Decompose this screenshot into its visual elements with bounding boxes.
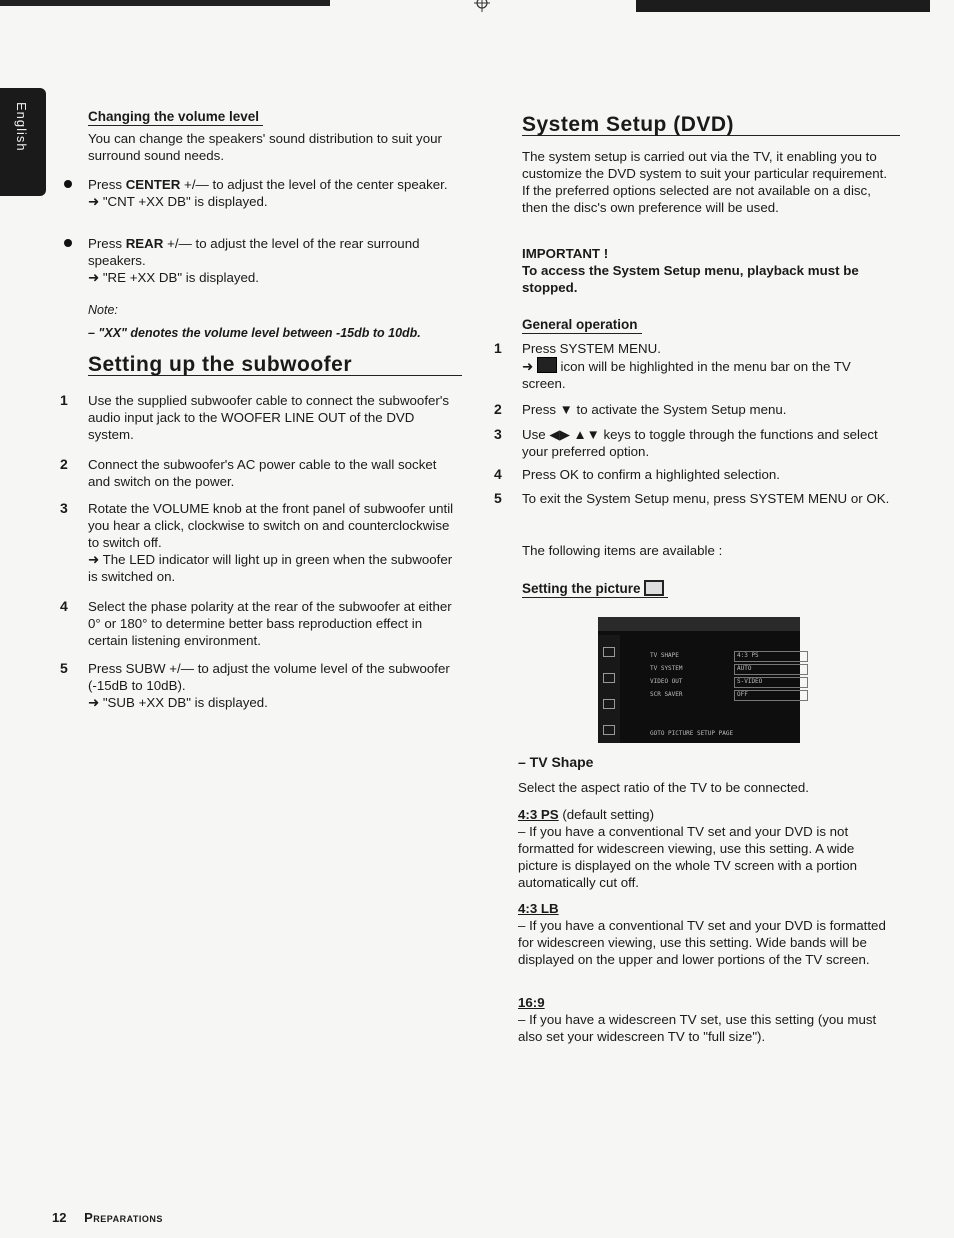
option-16-9: [518, 994, 888, 1045]
step-text: Rotate the VOLUME knob at the front panel of subwoofer until you hear a click, clockwise to switch on and counterclockwise to switch off.: [88, 501, 454, 550]
step-number: 1: [494, 340, 502, 356]
system-setup-heading-wrap: [522, 113, 900, 136]
step-text: Press OK to confirm a highlighted selection.: [522, 467, 780, 482]
step-number: 3: [494, 426, 502, 442]
top-registration-bar-right: [636, 0, 930, 12]
volume-section: [88, 108, 458, 164]
volume-heading: Changing the volume level: [88, 108, 263, 126]
screen-item: TV SYSTEM: [650, 665, 683, 672]
screen-item: VIDEO OUT: [650, 678, 683, 685]
step-result: ➜ "SUB +XX DB" is displayed.: [88, 695, 268, 710]
language-setup-icon: [603, 725, 615, 735]
top-registration-bar-left: [0, 0, 330, 6]
option-text: – If you have a conventional TV set and your DVD is not formatted for widescreen viewing, use this setting. A wide picture is displayed on the whole TV screen with a portion automatically cut off.: [518, 824, 858, 890]
step-number: 4: [494, 466, 502, 482]
subwoofer-step-2: [60, 456, 458, 490]
step-text: Press SYSTEM MENU.: [522, 341, 661, 356]
option-title: 4:3 PS: [518, 807, 559, 822]
subwoofer-step-5: [60, 660, 458, 711]
step-number: 1: [60, 392, 68, 408]
tv-shape-text: Select the aspect ratio of the TV to be connected.: [518, 780, 809, 795]
step-text: Press ▼ to activate the System Setup menu.: [522, 402, 787, 417]
volume-intro: You can change the speakers' sound distribution to suit your surround sound needs.: [88, 131, 442, 163]
note-label: Note:: [88, 303, 118, 317]
important-text: To access the System Setup menu, playback must be stopped.: [522, 263, 859, 295]
setting-picture-heading-wrap: [522, 580, 892, 598]
important-label: IMPORTANT !: [522, 246, 609, 261]
option-4-3-ps: [518, 806, 888, 891]
language-side-tab: [0, 88, 46, 196]
center-key: CENTER: [125, 177, 181, 192]
screen-value: S-VIDEO: [734, 677, 808, 688]
option-title: 16:9: [518, 995, 545, 1010]
center-instruction: Press CENTER +/— to adjust the level of the center speaker.: [88, 176, 458, 193]
step-text: To exit the System Setup menu, press SYSTEM MENU or OK.: [522, 491, 890, 506]
subwoofer-heading-wrap: [88, 353, 462, 376]
section-name: Preparations: [84, 1210, 163, 1225]
rear-result: ➜ "RE +XX DB" is displayed.: [88, 270, 259, 285]
page-footer: [52, 1210, 163, 1225]
step-text: Press SUBW +/— to adjust the volume level of the subwoofer (-15dB to 10dB).: [88, 661, 450, 693]
registration-crosshair-icon: [474, 0, 490, 12]
step-text: Use the supplied subwoofer cable to connect the subwoofer's audio input jack to the WOOFER LINE OUT of the DVD system.: [88, 393, 450, 442]
step-result: icon will be highlighted in the menu bar on the TV screen.: [522, 359, 851, 391]
subwoofer-step-4: [60, 598, 458, 649]
language-label: English: [14, 102, 29, 152]
setup-step-5: [494, 490, 892, 507]
note-block: [88, 302, 458, 342]
setup-step-3: [494, 426, 892, 460]
setup-step-1: [494, 340, 892, 392]
option-text: – If you have a conventional TV set and your DVD is formatted for widescreen viewing, use this setting. Wide bands will be displayed on the upper and lower portions of the TV screen.: [518, 918, 886, 967]
general-operation-heading: General operation: [522, 316, 642, 334]
feature-setup-icon: [603, 699, 615, 709]
general-operation-heading-wrap: [522, 316, 892, 334]
important-block: [522, 245, 892, 296]
option-suffix: (default setting): [558, 807, 655, 822]
rear-bullet: [88, 235, 458, 286]
picture-icon: [644, 580, 664, 596]
setup-step-2: [494, 401, 892, 418]
following-items-wrap: [522, 542, 892, 559]
step-text: Use ◀▶ ▲▼ keys to toggle through the functions and select your preferred option.: [522, 427, 878, 459]
subwoofer-step-1: [60, 392, 458, 443]
setting-picture-heading: Setting the picture: [522, 581, 641, 596]
step-text: Select the phase polarity at the rear of the subwoofer at either 0° or 180° to determine better bass reproduction effect in certain listening environment.: [88, 599, 452, 648]
center-bullet: [88, 176, 458, 210]
step-number: 2: [494, 401, 502, 417]
tv-shape-block: [518, 754, 888, 796]
center-result: ➜ "CNT +XX DB" is displayed.: [88, 194, 268, 209]
screen-footer: GOTO PICTURE SETUP PAGE: [650, 730, 734, 737]
step-number: 5: [494, 490, 502, 506]
screen-icon-column: [598, 635, 620, 743]
audio-setup-icon: [603, 673, 615, 683]
screen-value: AUTO: [734, 664, 808, 675]
note-text: – "XX" denotes the volume level between -15db to 10db.: [88, 326, 421, 340]
step-number: 3: [60, 500, 68, 516]
system-setup-intro: The system setup is carried out via the TV, it enabling you to customize the DVD system to suit your particular requirement. If the preferred options selected are not available on a disc, then the disc's own preference will be used.: [522, 149, 888, 215]
step-result: ➜ The LED indicator will light up in green when the subwoofer is switched on.: [88, 552, 453, 584]
rear-key: REAR: [125, 236, 164, 251]
tv-shape-heading: – TV Shape: [518, 754, 594, 770]
tv-setup-screen: [598, 617, 800, 743]
system-setup-intro-wrap: [522, 148, 892, 216]
option-4-3-lb: [518, 900, 888, 968]
picture-setup-icon: [603, 647, 615, 657]
system-menu-icon: [537, 357, 557, 373]
step-number: 2: [60, 456, 68, 472]
screen-item: SCR SAVER: [650, 691, 683, 698]
step-number: 4: [60, 598, 68, 614]
system-setup-heading: System Setup (DVD): [522, 116, 900, 136]
screen-item: TV SHAPE: [650, 652, 679, 659]
subwoofer-heading: Setting up the subwoofer: [88, 356, 462, 376]
step-text: Connect the subwoofer's AC power cable to the wall socket and switch on the power.: [88, 457, 437, 489]
page-number: 12: [52, 1210, 67, 1225]
following-items: The following items are available :: [522, 543, 723, 558]
screen-value: 4:3 PS: [734, 651, 808, 662]
option-text: – If you have a widescreen TV set, use this setting (you must also set your widescreen TV to "full size").: [518, 1012, 877, 1044]
screen-menu-bar: [598, 617, 800, 631]
setup-step-4: [494, 466, 892, 483]
option-title: 4:3 LB: [518, 901, 559, 916]
step-result-arrow: ➜: [522, 359, 537, 374]
screen-value: OFF: [734, 690, 808, 701]
step-number: 5: [60, 660, 68, 676]
subwoofer-step-3: [60, 500, 458, 585]
rear-instruction: Press REAR +/— to adjust the level of the rear surround speakers.: [88, 235, 458, 269]
